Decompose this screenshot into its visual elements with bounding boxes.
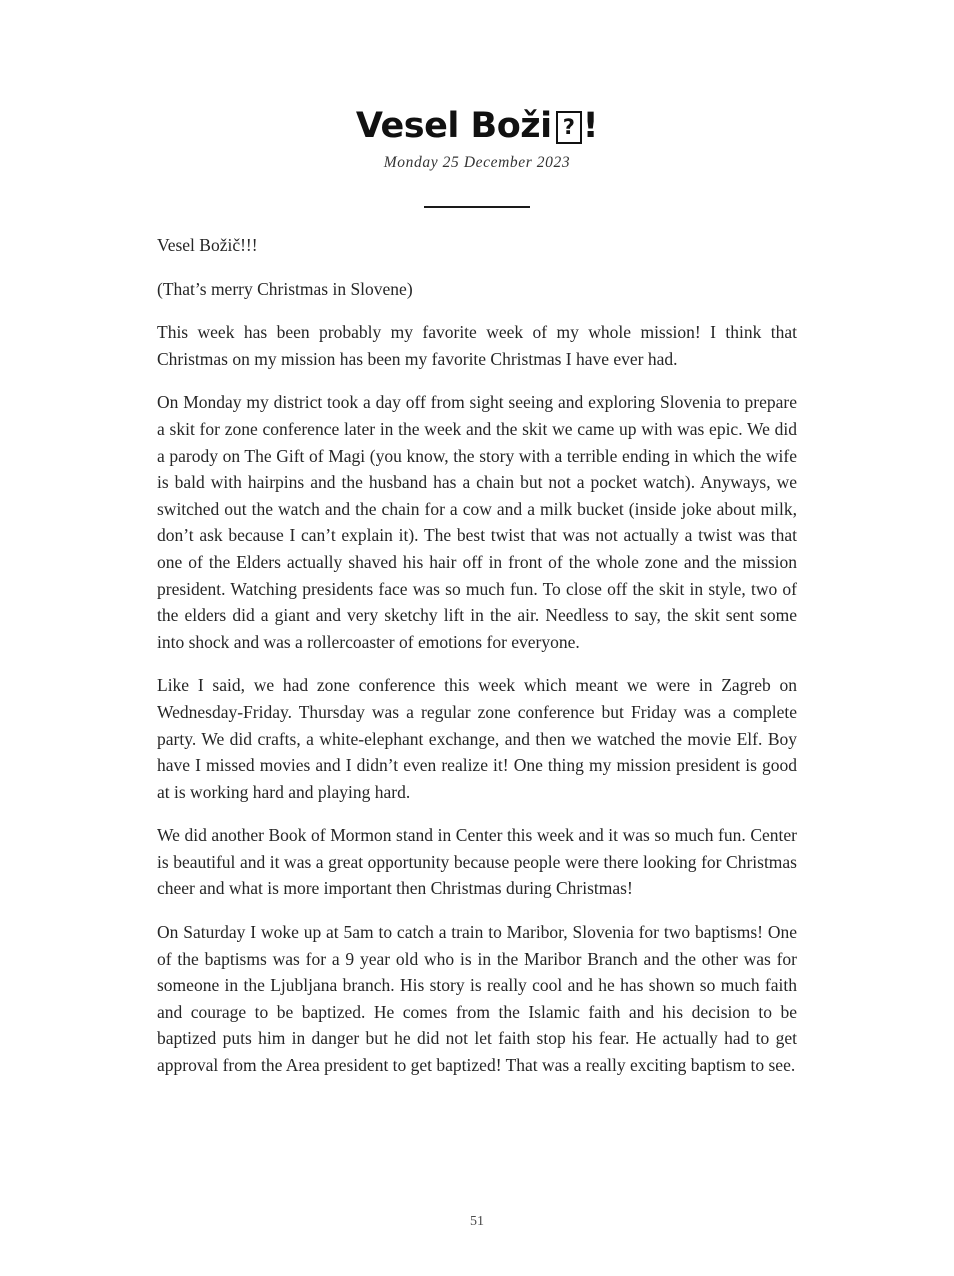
missing-glyph-box: ? — [556, 111, 582, 144]
title-separator-line — [424, 206, 530, 208]
document-date: Monday 25 December 2023 — [383, 154, 571, 171]
page-title-text: Vesel Boži — [355, 106, 552, 146]
page-title-exclamation: ! — [582, 106, 599, 146]
letter-body — [157, 232, 797, 1079]
page-number: 51 — [470, 1214, 484, 1229]
paragraph-greeting: Vesel Božič!!! — [157, 235, 258, 255]
paragraph-skit: On Monday my district took a day off from sight seeing and exploring Slovenia to prepare a skit for zone conference later in the week and the skit we came up with was epic. We did a parody on The Gift of Magi (you know, the story with a terrible ending in which the wife is bald with hairpins and the husband has a chain but not a pocket watch). Anyways, we switched out the watch and the chain for a cow and a milk bucket (inside joke about milk, don’t ask because I can’t explain it). The best twist that was not actually a twist was that one of the Elders actually shaved his hair off in front of the whole zone and the mission president. Watching presidents face was so much fun. To close off the skit in style, two of the elders did a giant and very sketchy lift in the air. Needless to say, the skit sent some into shock and was a rollercoaster of emotions for everyone. — [157, 392, 797, 652]
document-header — [0, 0, 954, 208]
paragraph-translation: (That’s merry Christmas in Slovene) — [157, 278, 413, 299]
paragraph-zone-conference: Like I said, we had zone conference this week which meant we were in Zagreb on Wednesday-Friday. Thursday was a regular zone conference but Friday was a complete party. We did crafts, a white-elephant exchange, and then we watched the movie Elf. Boy have I missed movies and I didn’t even realize it! One thing my mission president is good at is working hard and playing hard. — [157, 675, 797, 802]
page-title — [0, 106, 954, 147]
paragraph-book-of-mormon-stand: We did another Book of Mormon stand in Center this week and it was so much fun. Center is beautiful and it was a great opportunity because people were there looking for Christmas cheer and what is more important then Christmas during Christmas! — [157, 825, 797, 899]
paragraph-favorite-week: This week has been probably my favorite week of my whole mission! I think that Christmas on my mission has been my favorite Christmas I have ever had. — [157, 322, 797, 369]
paragraph-baptisms: On Saturday I woke up at 5am to catch a train to Maribor, Slovenia for two baptisms! One of the baptisms was for a 9 year old who is in the Maribor Branch and the other was for someone in the Ljubljana branch. His story is really cool and he has shown so much faith and courage to be baptized. He comes from the Islamic faith and his decision to be baptized puts him in danger but he did not let faith stop his fear. He actually had to get approval from the Area president to get baptized! That was a really exciting baptism to see. — [157, 922, 797, 1076]
